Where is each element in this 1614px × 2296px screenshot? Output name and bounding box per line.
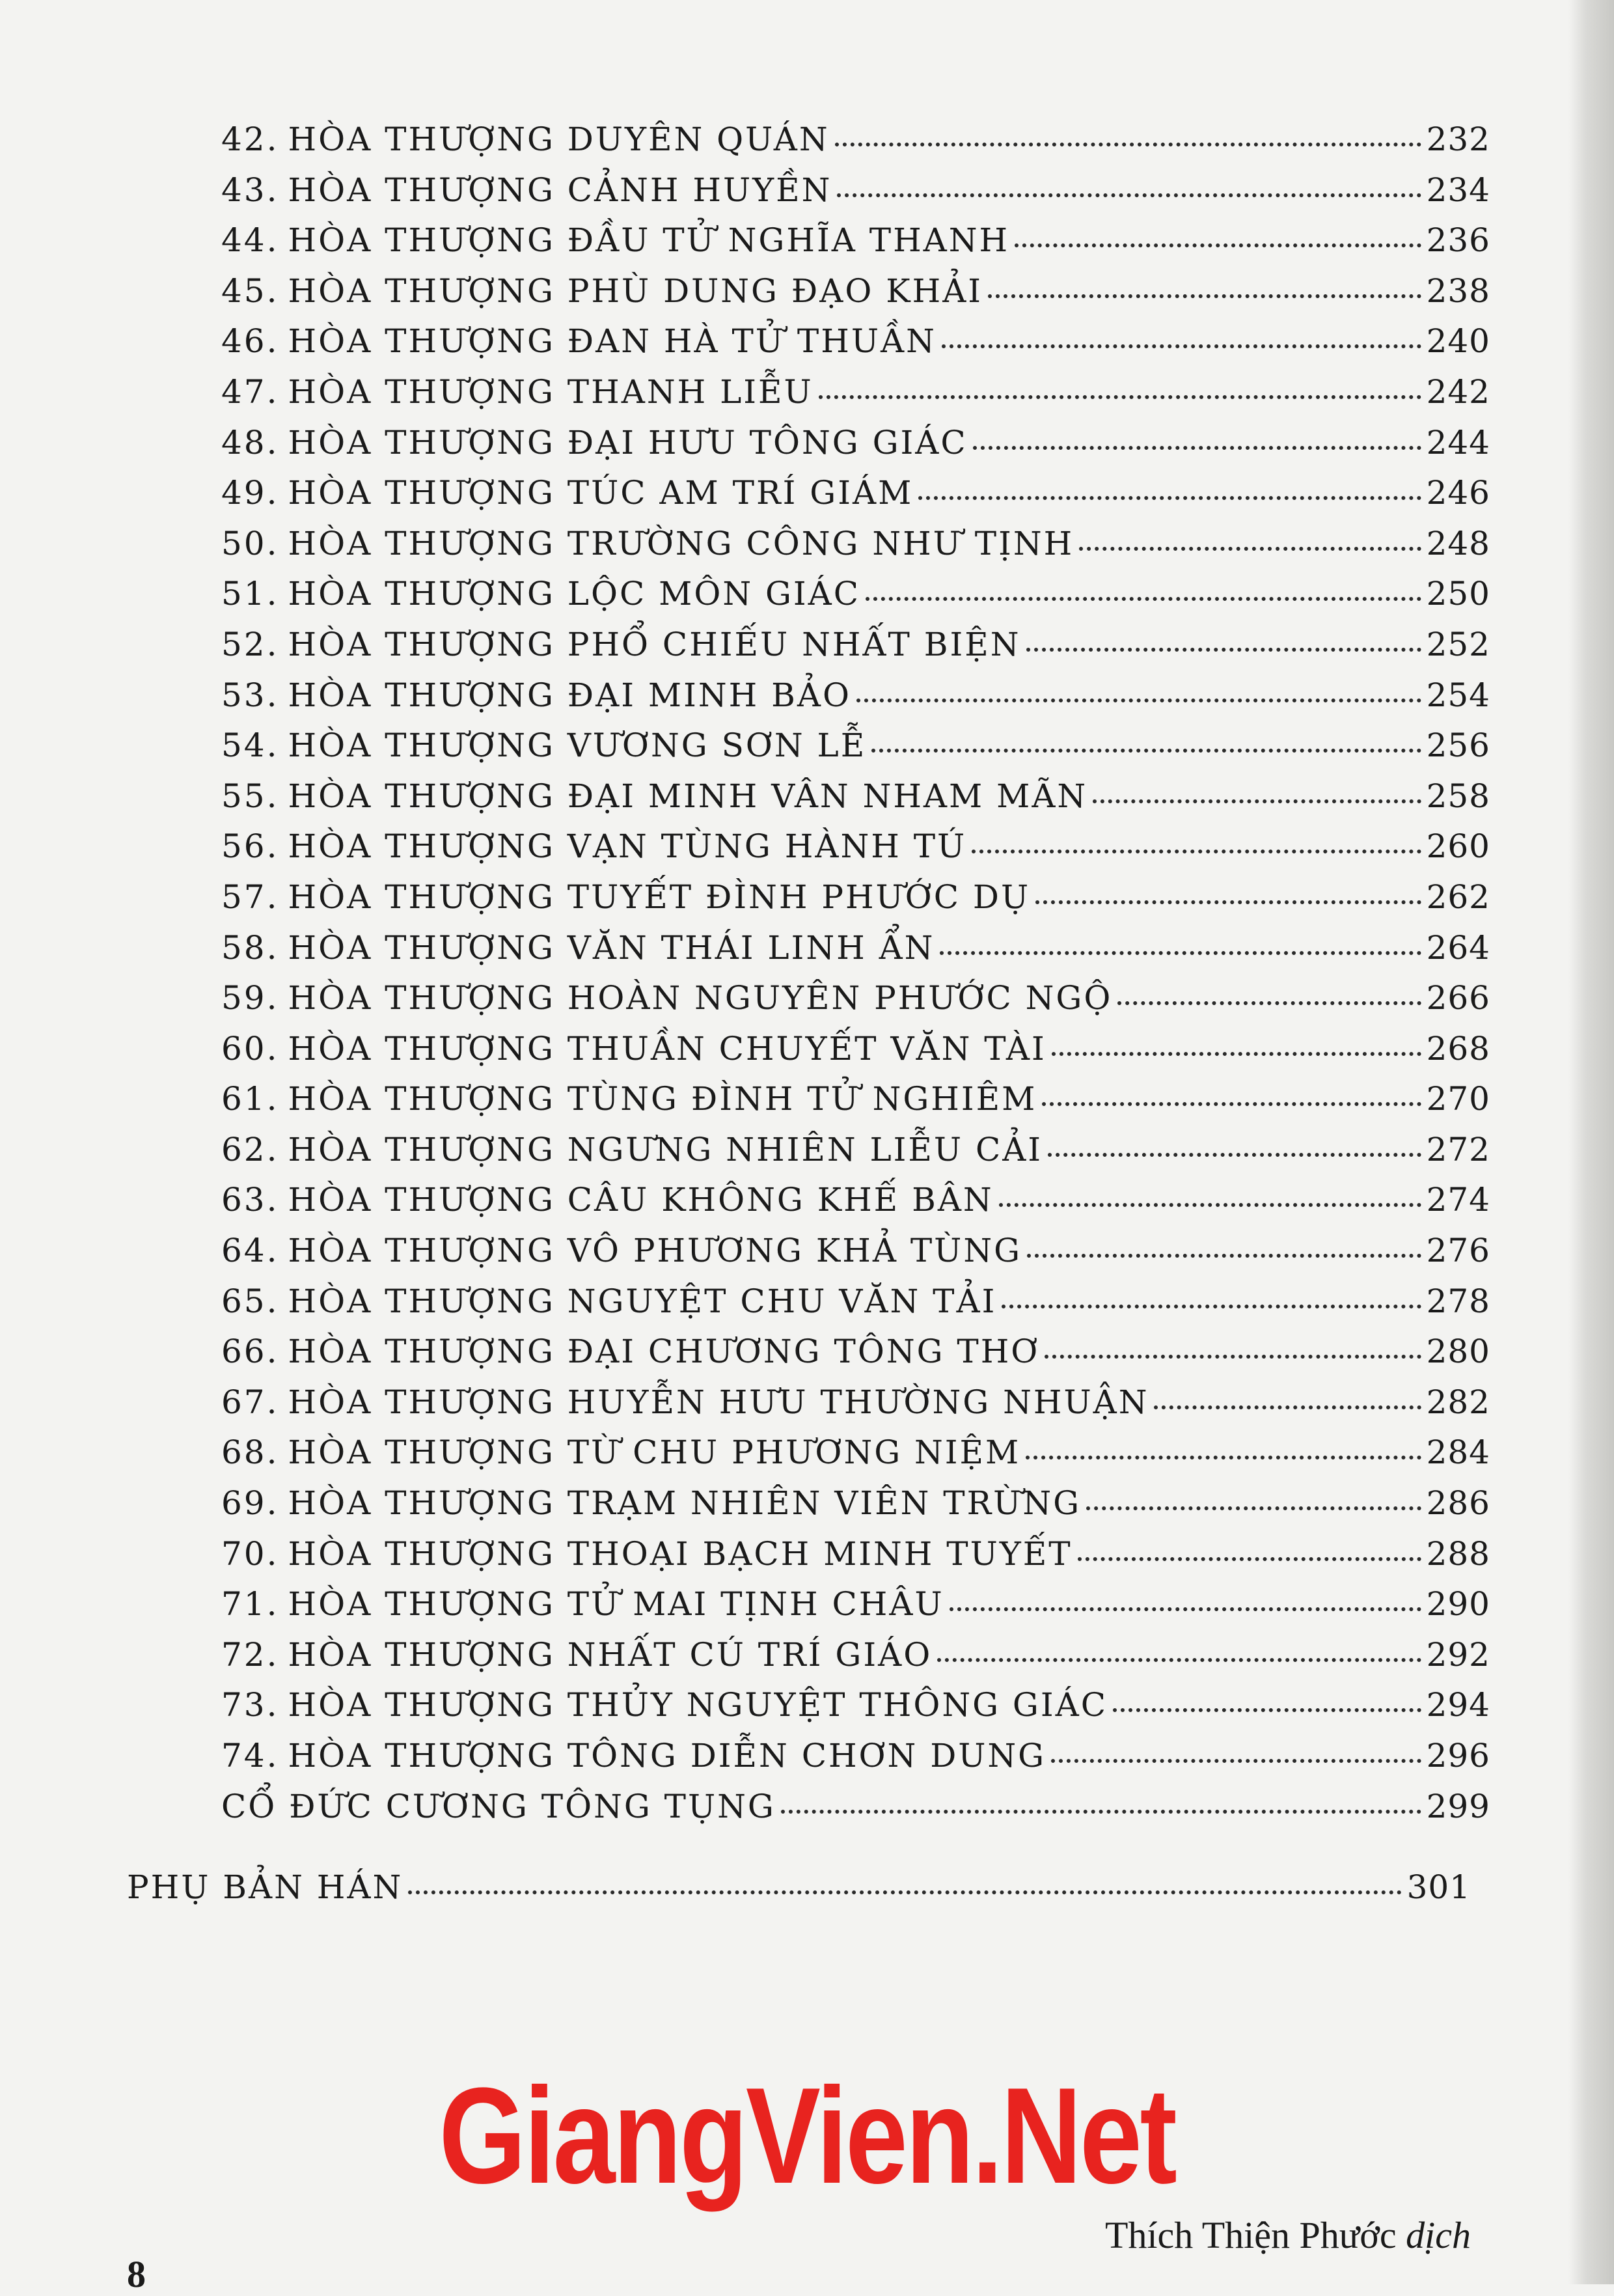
toc-entry-page: 252 <box>1426 625 1490 663</box>
toc-entry-page: 274 <box>1426 1181 1490 1219</box>
toc-entry-number: 49. <box>221 474 279 512</box>
toc-entry-number: 59. <box>221 979 279 1017</box>
toc-entry-title: HÒA THƯỢNG VƯƠNG SƠN LỄ <box>288 726 867 765</box>
toc-row <box>221 1433 1490 1484</box>
toc-leader-dots <box>856 698 1421 702</box>
toc-entry-page: 280 <box>1426 1333 1490 1371</box>
toc-entry-title: HÒA THƯỢNG TÙNG ĐÌNH TỬ NGHIÊM <box>288 1080 1037 1118</box>
toc-leader-dots <box>1026 1456 1421 1459</box>
toc-entry-title: HÒA THƯỢNG HOÀN NGUYÊN PHƯỚC NGỘ <box>288 979 1113 1017</box>
toc-row <box>221 827 1490 878</box>
toc-leader-dots <box>1048 1153 1421 1157</box>
toc-row <box>221 777 1490 828</box>
table-of-contents <box>221 120 1490 1838</box>
toc-row <box>221 575 1490 626</box>
toc-entry-page: 292 <box>1426 1635 1490 1674</box>
toc-entry-title: HÒA THƯỢNG NHẤT CÚ TRÍ GIÁO <box>288 1635 933 1674</box>
translator-credit <box>1105 2213 1471 2257</box>
toc-entry-title: HÒA THƯỢNG PHỔ CHIẾU NHẤT BIỆN <box>288 625 1021 663</box>
toc-entry-page: 238 <box>1426 271 1490 310</box>
toc-row <box>221 1080 1490 1131</box>
toc-row <box>221 929 1490 980</box>
toc-entry-page: 254 <box>1426 676 1490 714</box>
toc-entry-number: 67. <box>221 1383 279 1421</box>
toc-entry-number: 48. <box>221 423 279 462</box>
toc-row <box>221 1232 1490 1282</box>
toc-entry-page: 299 <box>1426 1787 1490 1825</box>
toc-entry-title: HÒA THƯỢNG ĐẠI HƯU TÔNG GIÁC <box>288 423 968 462</box>
toc-entry-page: 296 <box>1426 1737 1490 1775</box>
toc-entry-number: 42. <box>221 120 279 158</box>
toc-entry-number: 72. <box>221 1635 279 1674</box>
toc-entry-title: HÒA THƯỢNG VẠN TÙNG HÀNH TÚ <box>288 827 967 866</box>
toc-row <box>221 1788 1490 1838</box>
toc-row <box>221 1484 1490 1535</box>
toc-entry-number: 64. <box>221 1232 279 1270</box>
toc-entry-number: 74. <box>221 1737 279 1775</box>
toc-row <box>221 1131 1490 1182</box>
toc-entry-title: HÒA THƯỢNG CẢNH HUYỀN <box>288 171 832 209</box>
toc-entry-number: 65. <box>221 1282 279 1320</box>
toc-row <box>221 272 1490 323</box>
toc-leader-dots <box>1113 1708 1421 1712</box>
toc-entry-page: 262 <box>1426 878 1490 916</box>
toc-entry-title: HÒA THƯỢNG TRƯỜNG CÔNG NHƯ TỊNH <box>288 524 1074 562</box>
toc-row <box>221 525 1490 575</box>
toc-entry-title: HÒA THƯỢNG ĐAN HÀ TỬ THUẦN <box>288 322 937 361</box>
toc-leader-dots <box>1027 1254 1421 1258</box>
toc-entry-title: HÒA THƯỢNG VÔ PHƯƠNG KHẢ TÙNG <box>288 1232 1022 1270</box>
translator-role: dịch <box>1406 2214 1471 2256</box>
toc-entry-number: 68. <box>221 1433 279 1472</box>
toc-leader-dots <box>937 1658 1421 1662</box>
toc-row <box>221 1030 1490 1081</box>
toc-leader-dots <box>781 1810 1421 1814</box>
toc-entry-number: 62. <box>221 1130 279 1169</box>
toc-row <box>221 373 1490 424</box>
toc-entry-page: 260 <box>1426 827 1490 866</box>
toc-entry-title: CỔ ĐỨC CƯƠNG TÔNG TỤNG <box>221 1787 776 1825</box>
toc-entry-title: HÒA THƯỢNG PHÙ DUNG ĐẠO KHẢI <box>288 271 983 310</box>
toc-row <box>221 626 1490 676</box>
toc-entry-number: 57. <box>221 878 279 916</box>
toc-entry-page: 236 <box>1426 221 1490 260</box>
toc-row <box>221 979 1490 1030</box>
toc-row <box>221 1585 1490 1636</box>
toc-entry-title: HÒA THƯỢNG ĐẠI MINH VÂN NHAM MÃN <box>288 777 1088 815</box>
toc-leader-dots <box>972 850 1421 853</box>
toc-entry-number: 70. <box>221 1534 279 1573</box>
toc-entry-title: HÒA THƯỢNG THỦY NGUYỆT THÔNG GIÁC <box>288 1686 1108 1724</box>
toc-entry-number: 69. <box>221 1484 279 1523</box>
toc-entry-page: 232 <box>1426 120 1490 158</box>
toc-leader-dots <box>1078 1557 1421 1561</box>
toc-entry-page: 288 <box>1426 1534 1490 1573</box>
toc-row <box>221 726 1490 777</box>
toc-entry-number: 55. <box>221 777 279 815</box>
toc-leader-dots <box>1026 648 1421 652</box>
toc-entry-title: HÒA THƯỢNG TÔNG DIỄN CHƠN DUNG <box>288 1737 1046 1775</box>
toc-entry-title: HÒA THƯỢNG VĂN THÁI LINH ẨN <box>288 928 935 967</box>
toc-row <box>221 171 1490 222</box>
toc-leader-dots <box>835 143 1421 146</box>
toc-entry-page: 272 <box>1426 1130 1490 1169</box>
toc-entry-title: HÒA THƯỢNG TÚC AM TRÍ GIÁM <box>288 474 914 512</box>
toc-row-appendix <box>127 1868 1471 1919</box>
toc-row <box>221 1333 1490 1383</box>
toc-row <box>221 1737 1490 1788</box>
toc-row <box>221 1636 1490 1687</box>
toc-row <box>221 1535 1490 1586</box>
page-edge-shadow <box>1568 0 1614 2284</box>
toc-entry-title: HÒA THƯỢNG TỬ MAI TỊNH CHÂU <box>288 1585 944 1624</box>
toc-leader-dots <box>866 597 1421 601</box>
toc-leader-dots <box>1117 1001 1421 1005</box>
toc-entry-title: HÒA THƯỢNG ĐẦU TỬ NGHĨA THANH <box>288 221 1010 260</box>
toc-leader-dots <box>1052 1052 1421 1056</box>
toc-leader-dots <box>1051 1759 1421 1763</box>
toc-leader-dots <box>408 1890 1401 1894</box>
toc-entry-page: 270 <box>1426 1080 1490 1118</box>
toc-leader-dots <box>1002 1305 1421 1308</box>
toc-row <box>221 1686 1490 1737</box>
toc-entry-number: 66. <box>221 1333 279 1371</box>
toc-leader-dots <box>1093 799 1421 803</box>
toc-entry-title: HÒA THƯỢNG DUYÊN QUÁN <box>288 120 830 158</box>
toc-entry-number: 56. <box>221 827 279 866</box>
toc-leader-dots <box>1042 1102 1421 1106</box>
toc-entry-page: 246 <box>1426 474 1490 512</box>
toc-entry-number: 60. <box>221 1029 279 1068</box>
toc-row <box>221 878 1490 929</box>
toc-leader-dots <box>1045 1355 1421 1359</box>
toc-entry-number: 43. <box>221 171 279 209</box>
toc-entry-page: 268 <box>1426 1029 1490 1068</box>
toc-entry-page: 278 <box>1426 1282 1490 1320</box>
toc-entry-title: HÒA THƯỢNG HUYỄN HƯU THƯỜNG NHUẬN <box>288 1383 1149 1421</box>
toc-leader-dots <box>1035 900 1421 904</box>
page-number: 8 <box>127 2253 146 2295</box>
toc-entry-page: 294 <box>1426 1686 1490 1724</box>
toc-entry-page: 264 <box>1426 928 1490 967</box>
watermark-logo: GiangVien.Net <box>439 2059 1175 2212</box>
toc-entry-title: HÒA THƯỢNG TỪ CHU PHƯƠNG NIỆM <box>288 1433 1021 1472</box>
toc-entry-number: 58. <box>221 928 279 967</box>
toc-entry-title: HÒA THƯỢNG THUẦN CHUYẾT VĂN TÀI <box>288 1029 1046 1068</box>
toc-row <box>221 1383 1490 1434</box>
toc-entry-title: HÒA THƯỢNG TUYẾT ĐÌNH PHƯỚC DỤ <box>288 878 1031 916</box>
toc-entry-number: 51. <box>221 575 279 613</box>
toc-entry-page: 248 <box>1426 524 1490 562</box>
toc-entry-page: 266 <box>1426 979 1490 1017</box>
toc-row <box>221 1181 1490 1232</box>
toc-leader-dots <box>940 951 1421 955</box>
toc-leader-dots <box>918 496 1421 500</box>
toc-leader-dots <box>1086 1506 1421 1510</box>
translator-name: Thích Thiện Phước <box>1105 2214 1397 2256</box>
toc-leader-dots <box>950 1607 1421 1611</box>
toc-entry-page: 282 <box>1426 1383 1490 1421</box>
toc-entry-number: 52. <box>221 625 279 663</box>
toc-entry-number: 71. <box>221 1585 279 1624</box>
toc-entry-number: 45. <box>221 271 279 310</box>
toc-entry-title: HÒA THƯỢNG CÂU KHÔNG KHẾ BÂN <box>288 1181 994 1219</box>
toc-row <box>221 676 1490 727</box>
toc-row <box>221 120 1490 171</box>
toc-entry-page: 244 <box>1426 423 1490 462</box>
toc-entry-page: 301 <box>1406 1868 1471 1906</box>
toc-leader-dots <box>1154 1405 1421 1409</box>
toc-entry-title: HÒA THƯỢNG THANH LIỄU <box>288 372 814 411</box>
toc-entry-page: 276 <box>1426 1232 1490 1270</box>
toc-leader-dots <box>973 446 1421 450</box>
toc-entry-page: 234 <box>1426 171 1490 209</box>
toc-entry-page: 240 <box>1426 322 1490 361</box>
toc-entry-page: 250 <box>1426 575 1490 613</box>
toc-entry-number: 61. <box>221 1080 279 1118</box>
toc-entry-title: HÒA THƯỢNG TRẠM NHIÊN VIÊN TRỪNG <box>288 1484 1082 1523</box>
toc-entry-number: 44. <box>221 221 279 260</box>
toc-entry-title: HÒA THƯỢNG ĐẠI CHƯƠNG TÔNG THƠ <box>288 1333 1040 1371</box>
toc-entry-page: 286 <box>1426 1484 1490 1523</box>
toc-leader-dots <box>999 1203 1421 1207</box>
toc-row <box>221 474 1490 525</box>
toc-row <box>221 221 1490 272</box>
toc-leader-dots <box>1079 547 1421 551</box>
toc-entry-page: 290 <box>1426 1585 1490 1624</box>
toc-entry-title: HÒA THƯỢNG THOẠI BẠCH MINH TUYẾT <box>288 1534 1073 1573</box>
toc-leader-dots <box>1015 243 1421 247</box>
toc-leader-dots <box>871 749 1421 753</box>
toc-leader-dots <box>942 344 1421 348</box>
toc-entry-title: PHỤ BẢN HÁN <box>127 1868 404 1906</box>
toc-entry-title: HÒA THƯỢNG ĐẠI MINH BẢO <box>288 676 851 714</box>
toc-entry-number: 53. <box>221 676 279 714</box>
toc-row <box>221 322 1490 373</box>
toc-leader-dots <box>837 193 1421 197</box>
toc-entry-number: 46. <box>221 322 279 361</box>
toc-entry-number: 63. <box>221 1181 279 1219</box>
toc-entry-number: 73. <box>221 1686 279 1724</box>
toc-row <box>221 424 1490 475</box>
toc-row <box>221 1282 1490 1333</box>
toc-entry-number: 47. <box>221 372 279 411</box>
toc-entry-number: 50. <box>221 524 279 562</box>
toc-entry-page: 284 <box>1426 1433 1490 1472</box>
toc-entry-number: 54. <box>221 726 279 765</box>
toc-entry-page: 242 <box>1426 372 1490 411</box>
toc-entry-title: HÒA THƯỢNG NGƯNG NHIÊN LIỄU CẢI <box>288 1130 1043 1169</box>
toc-entry-title: HÒA THƯỢNG LỘC MÔN GIÁC <box>288 575 861 613</box>
toc-entry-page: 258 <box>1426 777 1490 815</box>
toc-leader-dots <box>819 395 1421 399</box>
toc-entry-title: HÒA THƯỢNG NGUYỆT CHU VĂN TẢI <box>288 1282 997 1320</box>
toc-leader-dots <box>988 294 1421 298</box>
toc-entry-page: 256 <box>1426 726 1490 765</box>
